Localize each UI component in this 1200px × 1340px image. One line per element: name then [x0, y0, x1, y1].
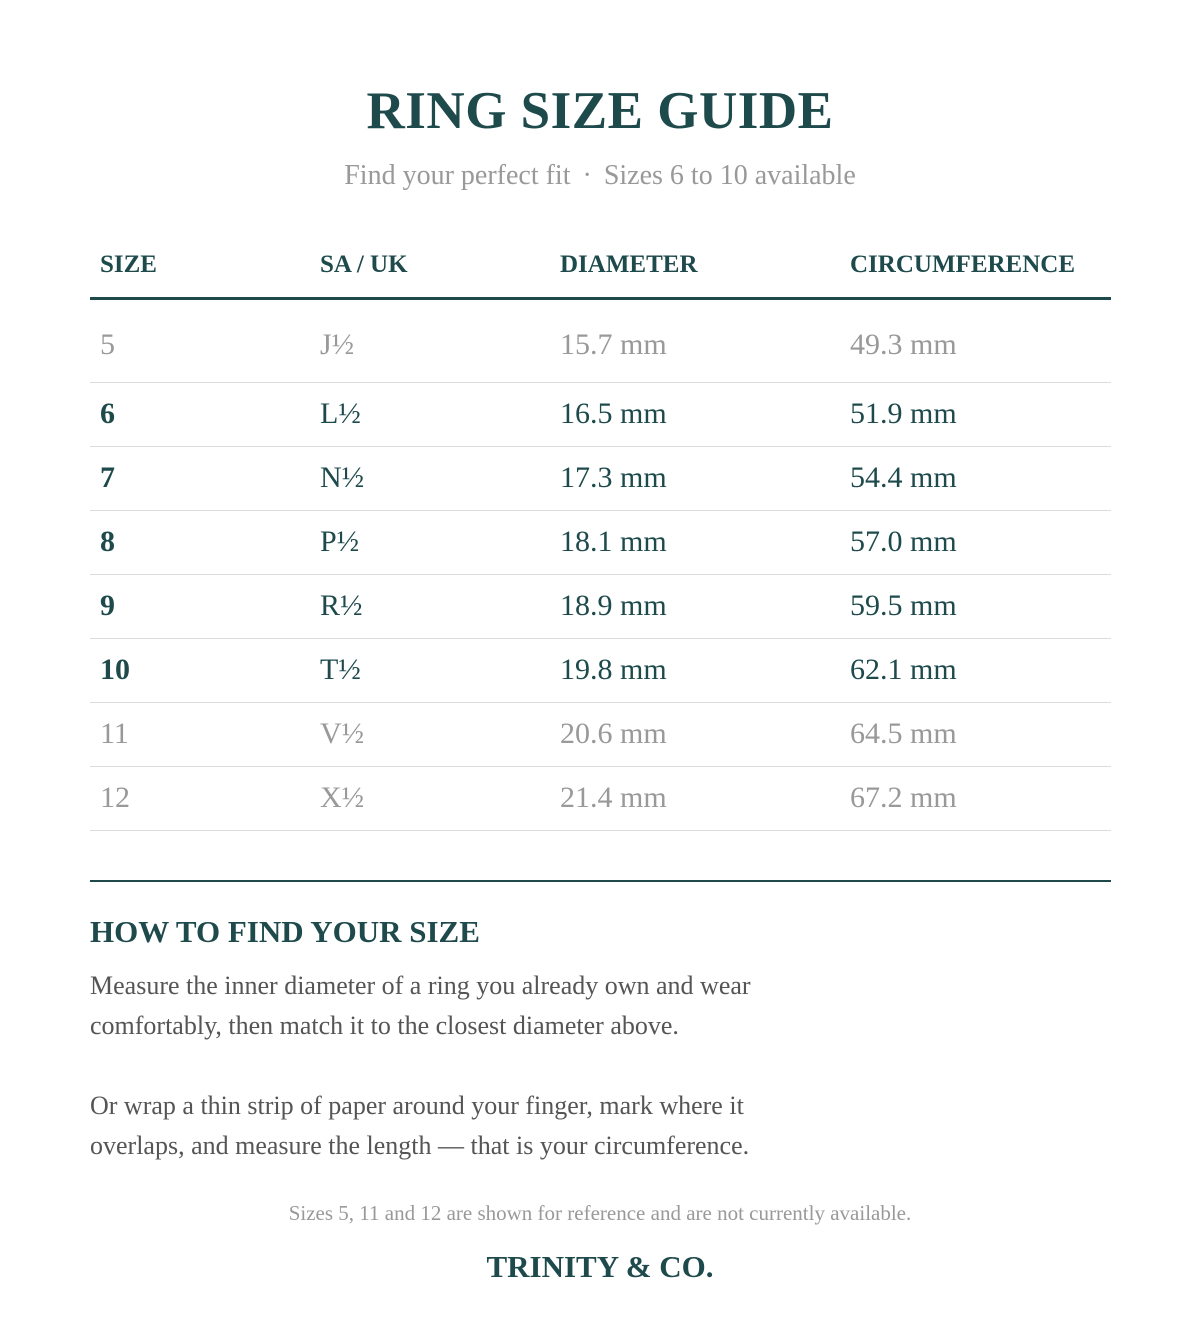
cell-circumference: 64.5 mm [850, 717, 957, 750]
table-row [90, 575, 1111, 639]
cell-sa-uk: L½ [320, 397, 361, 430]
cell-diameter: 18.9 mm [560, 589, 667, 622]
cell-diameter: 21.4 mm [560, 781, 667, 814]
table-body [90, 300, 1111, 831]
cell-diameter: 15.7 mm [560, 328, 667, 361]
column-header-diameter: DIAMETER [560, 251, 698, 278]
cell-diameter: 18.1 mm [560, 525, 667, 558]
cell-circumference: 54.4 mm [850, 461, 957, 494]
table-row [90, 447, 1111, 511]
cell-size: 9 [100, 589, 115, 622]
table-row [90, 300, 1111, 383]
table-row [90, 767, 1111, 831]
cell-sa-uk: V½ [320, 717, 365, 750]
page-title: RING SIZE GUIDE [366, 82, 834, 140]
cell-circumference: 59.5 mm [850, 589, 957, 622]
howto-paragraph-diameter: Measure the inner diameter of a ring you already own and wear comfortably, then match it to the closest diameter above. [90, 971, 751, 1040]
brand-name: TRINITY & CO. [486, 1249, 714, 1284]
cell-circumference: 49.3 mm [850, 328, 957, 361]
column-header-circumference: CIRCUMFERENCE [850, 251, 1075, 278]
table-row [90, 511, 1111, 575]
subtitle [0, 156, 1200, 196]
subtitle-availability: Sizes 6 to 10 available [603, 160, 856, 191]
table-row [90, 703, 1111, 767]
subtitle-tagline: Find your perfect fit [344, 160, 571, 191]
cell-size: 5 [100, 328, 115, 361]
cell-diameter: 20.6 mm [560, 717, 667, 750]
cell-diameter: 17.3 mm [560, 461, 667, 494]
cell-size: 7 [100, 461, 115, 494]
howto-title: HOW TO FIND YOUR SIZE [90, 914, 480, 949]
cell-size: 11 [100, 717, 129, 750]
subtitle-separator: · [582, 160, 592, 191]
size-table [90, 240, 1111, 831]
availability-footnote: Sizes 5, 11 and 12 are shown for reference and are not currently available. [288, 1201, 912, 1225]
column-header-size: SIZE [100, 251, 157, 278]
cell-size: 6 [100, 397, 115, 430]
cell-diameter: 16.5 mm [560, 397, 667, 430]
cell-sa-uk: X½ [320, 781, 365, 814]
cell-circumference: 62.1 mm [850, 653, 957, 686]
cell-sa-uk: P½ [320, 525, 360, 558]
cell-circumference: 51.9 mm [850, 397, 957, 430]
cell-size: 10 [100, 653, 130, 686]
table-header [90, 240, 1111, 300]
table-row [90, 639, 1111, 703]
cell-size: 12 [100, 781, 130, 814]
section-divider [90, 880, 1111, 882]
cell-sa-uk: N½ [320, 461, 365, 494]
cell-circumference: 57.0 mm [850, 525, 957, 558]
cell-size: 8 [100, 525, 115, 558]
cell-circumference: 67.2 mm [850, 781, 957, 814]
cell-diameter: 19.8 mm [560, 653, 667, 686]
howto-paragraph-circumference: Or wrap a thin strip of paper around your finger, mark where it overlaps, and measure the length — that is your circumference. [90, 1091, 750, 1160]
cell-sa-uk: T½ [320, 653, 361, 686]
cell-sa-uk: J½ [320, 328, 355, 361]
cell-sa-uk: R½ [320, 589, 363, 622]
table-row [90, 383, 1111, 447]
column-header-sa-uk: SA / UK [320, 251, 408, 278]
